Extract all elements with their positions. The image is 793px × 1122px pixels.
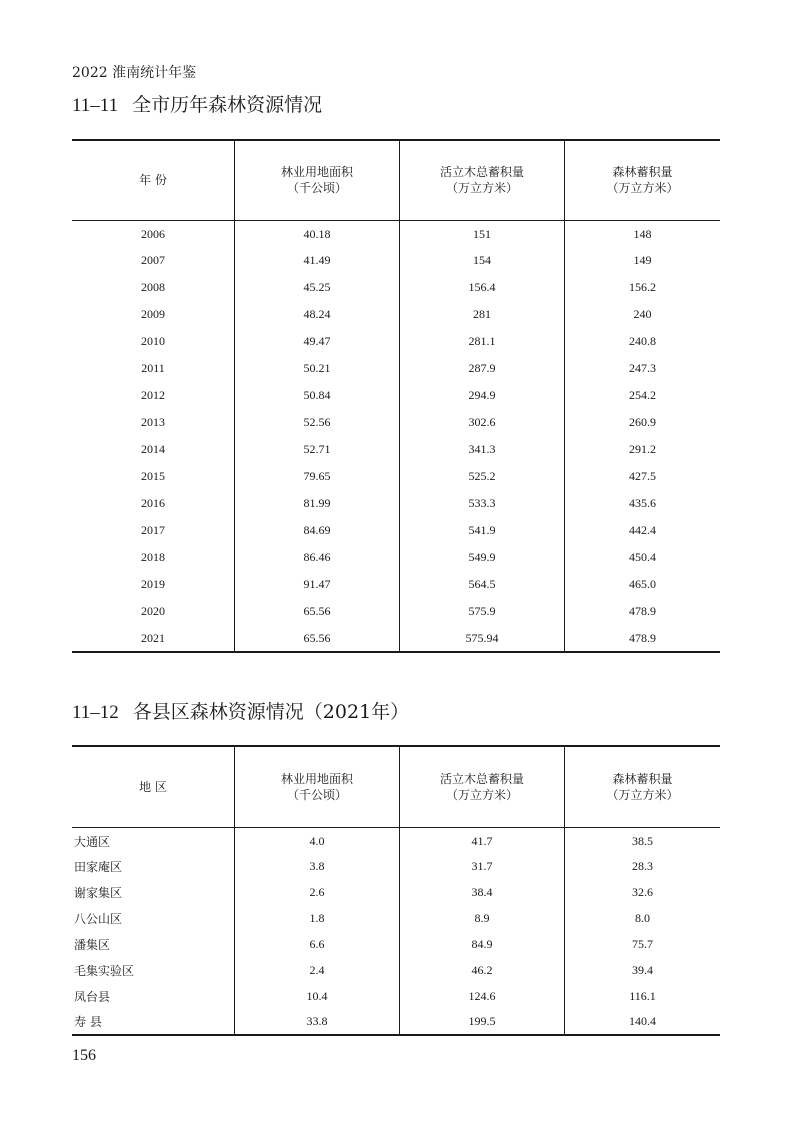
table-cell: 84.69: [235, 517, 400, 544]
table-row: [72, 490, 720, 517]
table-cell: 341.3: [400, 436, 565, 463]
table-cell: 2021: [141, 630, 165, 645]
table-cell: 4.0: [235, 827, 400, 853]
table1-header-year-label: 年 份: [139, 173, 167, 188]
table1-number: 11–11: [72, 95, 119, 116]
table-row: [72, 598, 720, 625]
table-cell: 3.8: [235, 853, 400, 879]
table-cell: 2012: [141, 388, 165, 402]
table-cell: 2008: [141, 280, 165, 294]
table-cell: 2013: [141, 415, 165, 429]
table-cell: 564.5: [400, 571, 565, 598]
table-row: [72, 931, 720, 957]
page-number: 156: [72, 1047, 96, 1064]
table-cell: 281: [400, 301, 565, 328]
table-cell: 148: [565, 220, 721, 247]
table-cell: 52.56: [235, 409, 400, 436]
table-cell: 41.49: [235, 247, 400, 274]
table-cell: 32.6: [565, 879, 721, 905]
table-row: [72, 301, 720, 328]
table-cell: 254.2: [565, 382, 721, 409]
table-cell: 450.4: [565, 544, 721, 571]
table-cell: 151: [400, 220, 565, 247]
table-cell: 79.65: [235, 463, 400, 490]
table1-title: [72, 90, 322, 117]
table-cell: 48.24: [235, 301, 400, 328]
table-cell: 大通区: [74, 834, 111, 849]
table-cell: 10.4: [235, 983, 400, 1009]
table-row: [72, 827, 720, 853]
table-cell: 84.9: [400, 931, 565, 957]
table-row: [72, 853, 720, 879]
table-cell: 39.4: [565, 957, 721, 983]
table1-header-row: [72, 140, 720, 220]
table-cell: 240.8: [565, 328, 721, 355]
table1-header-year: [72, 140, 235, 220]
table2-header-forest-volume-label: 森林蓄积量: [612, 771, 673, 786]
table-cell: 2020: [141, 604, 165, 618]
table-cell: 50.21: [235, 355, 400, 382]
table2-header-district-label: 地 区: [139, 779, 167, 794]
table2-header-land-area: [235, 746, 400, 827]
table-row: [72, 220, 720, 247]
table-row: [72, 625, 720, 652]
table-cell: 50.84: [235, 382, 400, 409]
table-cell: 2.4: [235, 957, 400, 983]
table-cell: 478.9: [565, 625, 721, 652]
table-cell: 140.4: [565, 1009, 721, 1035]
table-cell: 199.5: [400, 1009, 565, 1035]
table-cell: 40.18: [235, 220, 400, 247]
table-cell: 149: [565, 247, 721, 274]
table-cell: 38.4: [400, 879, 565, 905]
table2-header-standing-volume: [400, 746, 565, 827]
table2-number: 11–12: [72, 702, 119, 723]
table-row: [72, 274, 720, 301]
table-cell: 2019: [141, 577, 165, 591]
table-row: [72, 382, 720, 409]
table-cell: 2018: [141, 550, 165, 564]
table-cell: 549.9: [400, 544, 565, 571]
table-cell: 260.9: [565, 409, 721, 436]
table-cell: 46.2: [400, 957, 565, 983]
forest-resources-by-year-table: [72, 139, 720, 653]
table-cell: 凤台县: [74, 989, 111, 1004]
table-cell: 1.8: [235, 905, 400, 931]
table-cell: 575.94: [400, 625, 565, 652]
table2-header-land-area-label: 林业用地面积: [280, 771, 353, 786]
table-cell: 478.9: [565, 598, 721, 625]
table-row: [72, 957, 720, 983]
table1-header-land-area-label: 林业用地面积: [280, 165, 353, 180]
table2-header-forest-volume: [565, 746, 721, 827]
table-cell: 91.47: [235, 571, 400, 598]
table-cell: 潘集区: [74, 937, 111, 952]
table-row: [72, 517, 720, 544]
table-cell: 240: [565, 301, 721, 328]
forest-resources-by-district-table: [72, 745, 720, 1036]
table-row: [72, 409, 720, 436]
table-cell: 247.3: [565, 355, 721, 382]
table-cell: 81.99: [235, 490, 400, 517]
table-cell: 41.7: [400, 827, 565, 853]
table-cell: 2017: [141, 523, 165, 537]
table-cell: 294.9: [400, 382, 565, 409]
table1-header-forest-volume: [565, 140, 721, 220]
table2-header-standing-volume-unit: （万立方米）: [445, 787, 518, 802]
table-cell: 31.7: [400, 853, 565, 879]
table-cell: 575.9: [400, 598, 565, 625]
table-row: [72, 1009, 720, 1035]
table-row: [72, 355, 720, 382]
table2-header-forest-volume-unit: （万立方米）: [606, 787, 679, 802]
table-cell: 2007: [141, 253, 165, 267]
table-cell: 2015: [141, 469, 165, 483]
table-cell: 465.0: [565, 571, 721, 598]
table-cell: 谢家集区: [74, 885, 123, 900]
table-row: [72, 544, 720, 571]
table1-header-standing-volume-label: 活立木总蓄积量: [439, 165, 524, 180]
table-cell: 124.6: [400, 983, 565, 1009]
table-row: [72, 571, 720, 598]
table2-header-row: [72, 746, 720, 827]
table-cell: 75.7: [565, 931, 721, 957]
table-cell: 287.9: [400, 355, 565, 382]
table-cell: 281.1: [400, 328, 565, 355]
table-row: [72, 436, 720, 463]
table-cell: 52.71: [235, 436, 400, 463]
table-cell: 2014: [141, 442, 165, 456]
table-cell: 2011: [141, 361, 165, 375]
table2-header-standing-volume-label: 活立木总蓄积量: [439, 771, 524, 786]
table-cell: 毛集实验区: [74, 963, 135, 978]
table-cell: 2006: [141, 227, 165, 242]
table-cell: 302.6: [400, 409, 565, 436]
table-cell: 8.9: [400, 905, 565, 931]
table2-header-land-area-unit: （千公顷）: [286, 787, 347, 802]
table-cell: 291.2: [565, 436, 721, 463]
table2-title: [72, 697, 409, 724]
table2-title-text: 各县区森林资源情况（2021年）: [132, 701, 410, 723]
table-cell: 2.6: [235, 879, 400, 905]
table-row: [72, 463, 720, 490]
table-row: [72, 879, 720, 905]
table-cell: 435.6: [565, 490, 721, 517]
table1-header-forest-volume-unit: （万立方米）: [606, 181, 679, 196]
table1-header-standing-volume: [400, 140, 565, 220]
table-cell: 154: [400, 247, 565, 274]
table-cell: 49.47: [235, 328, 400, 355]
running-head: 2022 淮南统计年鉴: [72, 65, 197, 81]
table-row: [72, 983, 720, 1009]
table-cell: 533.3: [400, 490, 565, 517]
table-cell: 525.2: [400, 463, 565, 490]
table-cell: 65.56: [235, 598, 400, 625]
table-cell: 6.6: [235, 931, 400, 957]
table1-title-text: 全市历年森林资源情况: [132, 94, 323, 116]
table1-header-standing-volume-unit: （万立方米）: [445, 181, 518, 196]
table-cell: 2010: [141, 334, 165, 348]
table-cell: 田家庵区: [74, 859, 123, 874]
table-cell: 8.0: [565, 905, 721, 931]
table-cell: 116.1: [565, 983, 721, 1009]
table-cell: 442.4: [565, 517, 721, 544]
table-cell: 2016: [141, 496, 165, 510]
table1-header-forest-volume-label: 森林蓄积量: [612, 165, 673, 180]
table-cell: 156.2: [565, 274, 721, 301]
table-cell: 65.56: [235, 625, 400, 652]
table-cell: 156.4: [400, 274, 565, 301]
table-cell: 45.25: [235, 274, 400, 301]
table1-header-land-area-unit: （千公顷）: [286, 181, 347, 196]
table-cell: 33.8: [235, 1009, 400, 1035]
table-cell: 86.46: [235, 544, 400, 571]
table-cell: 八公山区: [74, 911, 123, 926]
table1-header-land-area: [235, 140, 400, 220]
table-row: [72, 905, 720, 931]
table-cell: 38.5: [565, 827, 721, 853]
table-row: [72, 328, 720, 355]
table-row: [72, 247, 720, 274]
table-cell: 寿 县: [74, 1015, 102, 1029]
table-cell: 28.3: [565, 853, 721, 879]
table-cell: 2009: [141, 307, 165, 321]
table2-header-district: [72, 746, 235, 827]
table-cell: 541.9: [400, 517, 565, 544]
table-cell: 427.5: [565, 463, 721, 490]
